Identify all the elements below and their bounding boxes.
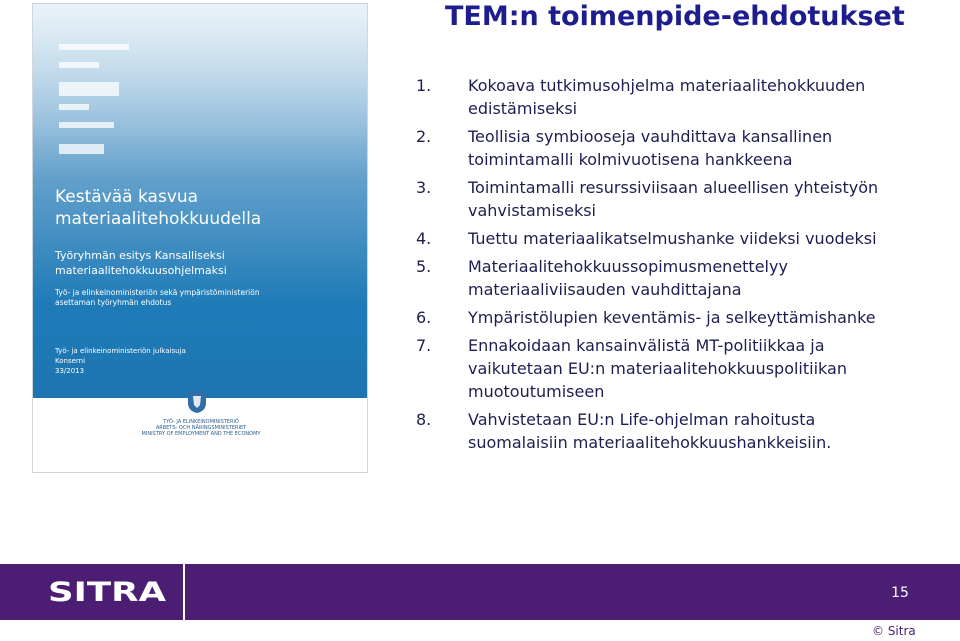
item-number: 5. bbox=[416, 257, 432, 276]
item-text: Materiaalitehokkuussopimusmenettelyy bbox=[468, 257, 788, 276]
item-text: vahvistamiseksi bbox=[468, 201, 596, 220]
cover-series: Konserni bbox=[55, 357, 86, 365]
list-item bbox=[416, 334, 956, 403]
cover-subtitle: materiaalitehokkuusohjelmaksi bbox=[55, 264, 227, 277]
footer-divider bbox=[183, 564, 185, 620]
ministry-name: ARBETS- OCH NÄRINGSMINISTERIET bbox=[155, 425, 247, 431]
item-number: 4. bbox=[416, 229, 432, 248]
item-number: 2. bbox=[416, 127, 432, 146]
report-cover bbox=[32, 3, 368, 473]
item-number: 3. bbox=[416, 178, 432, 197]
cover-title: Kestävää kasvua bbox=[55, 187, 199, 207]
item-text: toimintamalli kolmivuotisena hankkeena bbox=[468, 150, 793, 169]
item-text: muotoutumiseen bbox=[468, 382, 605, 401]
item-number: 7. bbox=[416, 336, 432, 355]
item-text: vaikutetaan EU:n materiaalitehokkuuspolitiikan bbox=[468, 359, 847, 378]
cover-series: Työ- ja elinkeinoministeriön julkaisuja bbox=[55, 347, 186, 355]
cover-stripe bbox=[59, 82, 119, 96]
item-text: materiaaliviisauden vauhdittajana bbox=[468, 280, 742, 299]
slide-title: TEM:n toimenpide-ehdotukset bbox=[445, 1, 905, 32]
item-text: suomalaisiin materiaalitehokkuushankkeisiin. bbox=[468, 433, 832, 452]
cover-stripe bbox=[59, 62, 99, 68]
proposal-list bbox=[416, 74, 956, 459]
cover-subtitle: Työryhmän esitys Kansalliseksi bbox=[55, 249, 225, 262]
cover-stripe bbox=[59, 122, 114, 128]
list-item bbox=[416, 408, 956, 454]
list-item bbox=[416, 255, 956, 301]
list-item bbox=[416, 227, 956, 250]
item-number: 6. bbox=[416, 308, 432, 327]
cover-stripe bbox=[59, 104, 89, 110]
copyright: © Sitra bbox=[872, 624, 916, 638]
item-text: Ympäristölupien keventämis- ja selkeyttämishanke bbox=[468, 308, 876, 327]
item-number: 8. bbox=[416, 410, 432, 429]
item-text: Kokoava tutkimusohjelma materiaalitehokkuuden bbox=[468, 76, 866, 95]
page-number: 15 bbox=[891, 585, 909, 601]
item-text: Tuettu materiaalikatselmushanke viideksi vuodeksi bbox=[468, 229, 877, 248]
list-item bbox=[416, 306, 956, 329]
item-text: Toimintamalli resurssiviisaan alueellisen yhteistyön bbox=[468, 178, 879, 197]
ministry-name: TYÖ- JA ELINKEINOMINISTERIÖ bbox=[163, 419, 239, 425]
item-text: edistämiseksi bbox=[468, 99, 578, 118]
list-item bbox=[416, 176, 956, 222]
item-text: Ennakoidaan kansainvälistä MT-politiikkaa ja bbox=[468, 336, 825, 355]
svg-text:SITRA: SITRA bbox=[48, 579, 167, 605]
coat-of-arms-icon bbox=[187, 390, 207, 414]
cover-series: 33/2013 bbox=[55, 367, 85, 375]
item-text: Teollisia symbiooseja vauhdittava kansallinen bbox=[468, 127, 833, 146]
cover-description: asettaman työryhmän ehdotus bbox=[55, 298, 172, 307]
cover-description: Työ- ja elinkeinoministeriön sekä ympäristöministeriön bbox=[55, 288, 260, 297]
item-number: 1. bbox=[416, 76, 432, 95]
cover-stripe bbox=[59, 44, 129, 50]
list-item bbox=[416, 74, 956, 120]
item-text: Vahvistetaan EU:n Life-ohjelman rahoitusta bbox=[468, 410, 816, 429]
cover-title: materiaalitehokkuudella bbox=[55, 209, 262, 229]
cover-stripe bbox=[59, 144, 104, 154]
ministry-name: MINISTRY OF EMPLOYMENT AND THE ECONOMY bbox=[141, 431, 261, 437]
sitra-logo bbox=[48, 579, 168, 605]
list-item bbox=[416, 125, 956, 171]
